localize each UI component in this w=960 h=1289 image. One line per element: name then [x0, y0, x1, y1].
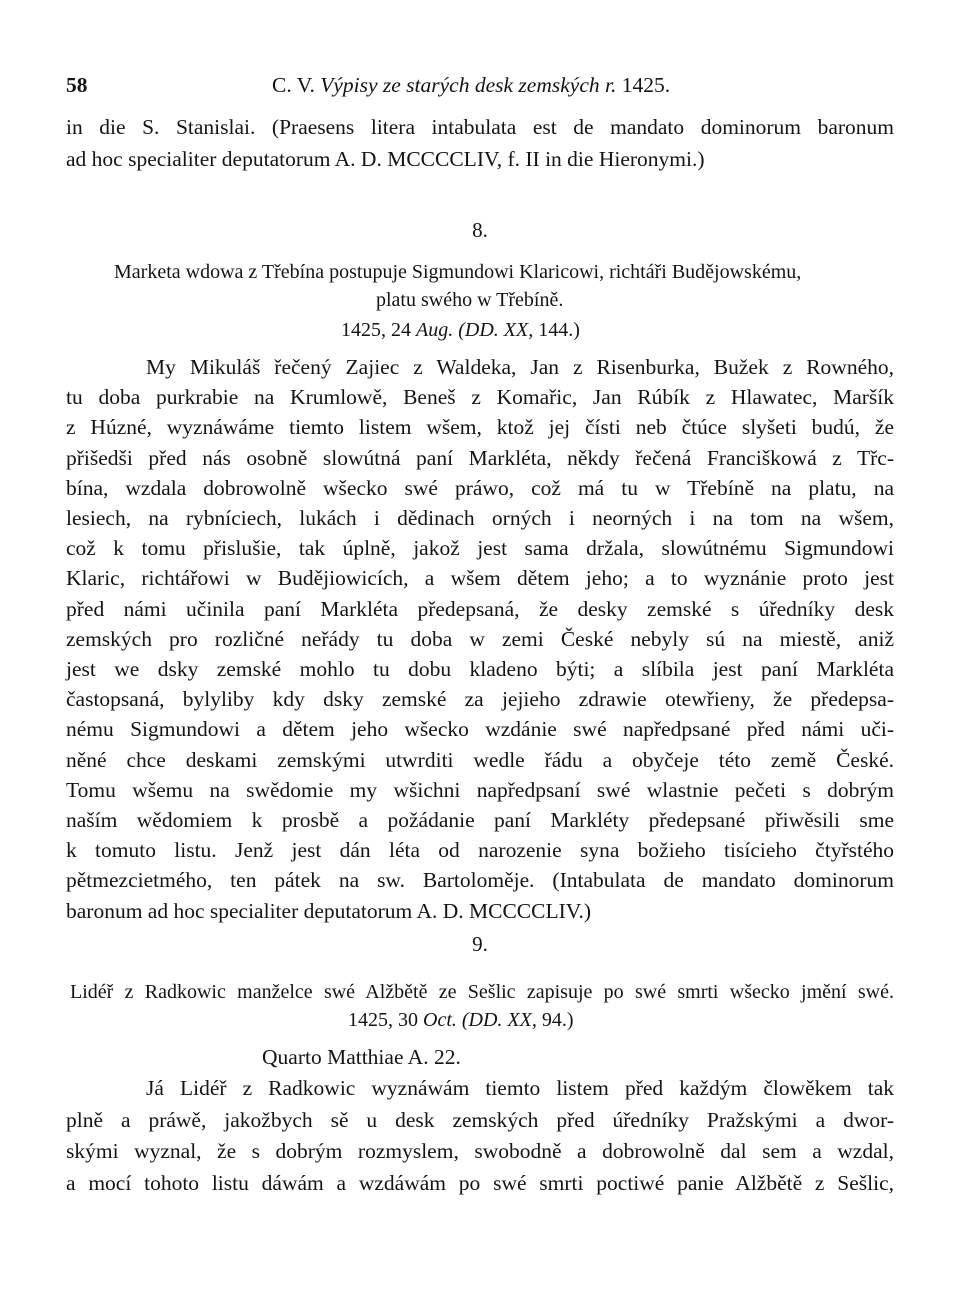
- entry-8-body-line-14: něné chce deskami zemskými utwrditi wedle řádu a obyčeje této země České.: [66, 747, 894, 772]
- page-number: 58: [66, 73, 88, 97]
- entry-9-body-line-2: plně a práwě, jakožbych sě u desk zemských před úředníky Pražskými a dwor-: [66, 1107, 894, 1132]
- entry-8-body-line-13: nému Sigmundowi a dětem jeho wšecko wzdánie swé napředpsané před námi uči-: [66, 717, 894, 742]
- entry-8-body-line-8: Klaric, richtářowi w Budějiowicích, a wšem dětem jeho; a to wyznánie proto jest: [66, 566, 894, 591]
- intro-line-1: in die S. Stanislai. (Praesens litera intabulata est de mandato dominorum baronum: [66, 115, 894, 139]
- entry-8-summary-line-2: platu swého w Třebíně.: [376, 289, 564, 311]
- entry-8-body-line-2: tu doba purkrabie na Krumlowě, Beneš z Komařic, Jan Rúbík z Hlawatec, Maršík: [66, 385, 894, 410]
- entry-number-8: 8.: [472, 218, 488, 242]
- intro-line-2: ad hoc specialiter deputatorum A. D. MCCCCLIV, f. II in die Hieronymi.): [66, 147, 705, 171]
- entry-8-date-source: Aug. (DD. XX,: [416, 319, 534, 341]
- entry-8-body-line-10: zemských pro rozličné neřády tu doba w zemi České nebyly sú na miestě, aniž: [66, 626, 894, 651]
- entry-8-body-line-4: přišedši před nás osobně slowútná paní Markléta, někdy řečená Franciškowá z Třc-: [66, 445, 894, 470]
- entry-8-body-line-9: před námi učinila paní Markléta předepsaná, že desky zemské s úředníky desk: [66, 596, 894, 621]
- entry-8-body-line-12: častopsaná, bylyliby kdy dsky zemské za jejieho zdrawie otewřieny, že předepsa-: [66, 687, 894, 712]
- running-header: [66, 70, 894, 100]
- entry-8-body-line-15: Tomu wšemu na swědomie my wšichni napředpsaní swé wlastnie pečeti s dobrým: [66, 777, 894, 802]
- entry-8-date: [341, 316, 580, 344]
- running-title: [272, 70, 670, 100]
- entry-9-summary: Lidéř z Radkowic manželce swé Alžbětě ze Sešlic zapisuje po swé smrti wšecko jmění swé.: [70, 981, 894, 1003]
- entry-8-body-line-11: jest we dsky zemské mohlo tu dobu kladeno býti; a slíbila jest paní Markléta: [66, 657, 894, 681]
- entry-9-body-line-3: skými wyznal, že s dobrým rozmyslem, swobodně a dobrowolně dal sem a wzdal,: [66, 1139, 894, 1163]
- entry-8-body-line-19: baronum ad hoc specialiter deputatorum A. D. MCCCCLIV.): [66, 898, 592, 923]
- entry-9-body-line-1: Já Lidéř z Radkowic wyznáwám tiemto listem před každým člowěkem tak: [146, 1076, 894, 1100]
- entry-8-body-line-6: lesiech, na rybníciech, lukách i dědinach orných i neorných i na tom na wšem,: [66, 506, 894, 530]
- entry-8-body-line-18: pětmezcietmého, ten pátek na sw. Bartoloměje. (Intabulata de mandato dominorum: [66, 868, 894, 893]
- entry-9-date-source: Oct. (DD. XX,: [423, 1009, 537, 1031]
- entry-9-date-prefix: 1425, 30: [348, 1009, 418, 1031]
- entry-8-body-line-17: k tomuto listu. Jenž jest dán léta od narozenie syna božieho tisícieho čtyřstého: [66, 838, 894, 863]
- entry-8-date-prefix: 1425, 24: [341, 319, 411, 341]
- header-year: 1425.: [621, 73, 671, 97]
- entry-8-body-line-3: z Húzné, wyznáwáme tiemto listem wšem, ktož jej čísti neb čtúce slyšeti budú, že: [66, 415, 894, 440]
- title-italic: Výpisy ze starých desk zemských r.: [320, 73, 617, 97]
- entry-8-summary-line-1: Marketa wdowa z Třebína postupuje Sigmundowi Klaricowi, richtáři Budějowskému,: [114, 261, 802, 283]
- entry-8-body-line-16: naším wědomiem k prosbě a požádanie paní Markléty předepsané přiwěsili sme: [66, 808, 894, 832]
- section-label: C. V.: [272, 73, 315, 97]
- entry-8-body-line-1: My Mikuláš řečený Zajiec z Waldeka, Jan z Risenburka, Bužek z Rowného,: [146, 355, 894, 379]
- entry-9-quarto: Quarto Matthiae A. 22.: [262, 1045, 461, 1069]
- entry-8-date-suffix: 144.): [538, 319, 580, 341]
- entry-8-body-line-5: bína, wzdala dobrowolně wšecko swé práwo, což má tu w Třebíně na platu, na: [66, 475, 894, 500]
- entry-9-body-line-4: a mocí tohoto listu dáwám a wzdáwám po swé smrti poctiwé panie Alžbětě z Sešlic,: [66, 1170, 894, 1195]
- entry-number-9: 9.: [472, 932, 488, 956]
- entry-9-date: [348, 1006, 574, 1034]
- entry-8-body-line-7: což k tomu přislušie, tak úplně, jakož jest sama držala, slowútnému Sigmundowi: [66, 536, 894, 561]
- entry-9-date-suffix: 94.): [541, 1009, 574, 1031]
